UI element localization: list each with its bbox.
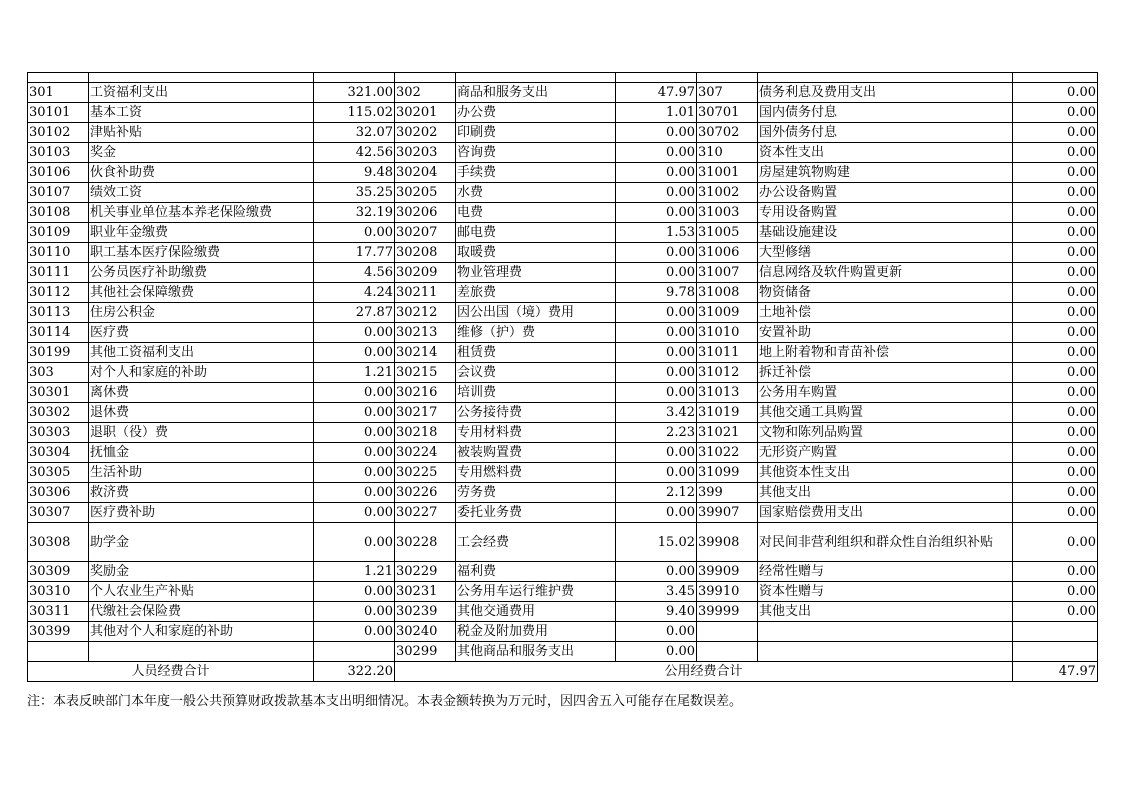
amount-cell: 0.00 xyxy=(314,622,395,642)
item-cell: 退休费 xyxy=(89,403,314,423)
item-cell: 税金及附加费用 xyxy=(456,622,616,642)
amount-cell: 0.00 xyxy=(1013,103,1098,123)
item-cell: 委托业务费 xyxy=(456,503,616,523)
amount-cell: 0.00 xyxy=(314,343,395,363)
amount-cell: 0.00 xyxy=(1013,383,1098,403)
amount-cell: 27.87 xyxy=(314,303,395,323)
amount-cell: 0.00 xyxy=(314,443,395,463)
code-cell: 30103 xyxy=(28,143,89,163)
code-cell: 30110 xyxy=(28,243,89,263)
empty-cell xyxy=(758,642,1013,662)
amount-cell: 0.00 xyxy=(616,503,697,523)
code-cell: 30206 xyxy=(395,203,456,223)
amount-cell: 4.24 xyxy=(314,283,395,303)
amount-cell: 0.00 xyxy=(616,203,697,223)
amount-cell: 3.42 xyxy=(616,403,697,423)
amount-cell: 47.97 xyxy=(616,83,697,103)
item-cell: 地上附着物和青苗补偿 xyxy=(758,343,1013,363)
item-cell: 维修（护）费 xyxy=(456,323,616,343)
amount-cell: 0.00 xyxy=(1013,363,1098,383)
code-cell: 30301 xyxy=(28,383,89,403)
code-cell: 31012 xyxy=(697,363,758,383)
item-cell: 商品和服务支出 xyxy=(456,83,616,103)
amount-cell: 0.00 xyxy=(314,403,395,423)
code-cell: 31003 xyxy=(697,203,758,223)
item-cell: 工资福利支出 xyxy=(89,83,314,103)
amount-cell: 9.48 xyxy=(314,163,395,183)
code-cell: 301 xyxy=(28,83,89,103)
amount-cell: 0.00 xyxy=(616,642,697,662)
amount-cell: 321.00 xyxy=(314,83,395,103)
code-cell: 30199 xyxy=(28,343,89,363)
item-cell: 其他交通工具购置 xyxy=(758,403,1013,423)
item-cell: 个人农业生产补贴 xyxy=(89,582,314,602)
table-row xyxy=(28,143,1098,163)
public-total-label: 公用经费合计 xyxy=(395,662,1013,682)
item-cell: 代缴社会保险费 xyxy=(89,602,314,622)
item-cell: 债务利息及费用支出 xyxy=(758,83,1013,103)
amount-cell: 0.00 xyxy=(314,483,395,503)
item-cell: 无形资产购置 xyxy=(758,443,1013,463)
amount-cell: 0.00 xyxy=(314,223,395,243)
code-cell: 30102 xyxy=(28,123,89,143)
empty-cell xyxy=(697,642,758,662)
item-cell: 物业管理费 xyxy=(456,263,616,283)
item-cell: 劳务费 xyxy=(456,483,616,503)
item-cell: 职工基本医疗保险缴费 xyxy=(89,243,314,263)
code-cell: 30109 xyxy=(28,223,89,243)
amount-cell: 9.40 xyxy=(616,602,697,622)
item-cell: 住房公积金 xyxy=(89,303,314,323)
amount-cell: 115.02 xyxy=(314,103,395,123)
item-cell: 会议费 xyxy=(456,363,616,383)
amount-cell: 32.07 xyxy=(314,123,395,143)
code-cell: 30701 xyxy=(697,103,758,123)
item-cell: 国家赔偿费用支出 xyxy=(758,503,1013,523)
item-cell: 物资储备 xyxy=(758,283,1013,303)
amount-cell: 0.00 xyxy=(1013,283,1098,303)
code-cell: 30309 xyxy=(28,562,89,582)
amount-cell: 0.00 xyxy=(1013,203,1098,223)
item-cell: 基本工资 xyxy=(89,103,314,123)
amount-cell: 32.19 xyxy=(314,203,395,223)
amount-cell: 0.00 xyxy=(616,622,697,642)
item-cell: 专用设备购置 xyxy=(758,203,1013,223)
code-cell: 30226 xyxy=(395,483,456,503)
item-cell: 手续费 xyxy=(456,163,616,183)
item-cell: 奖励金 xyxy=(89,562,314,582)
amount-cell: 0.00 xyxy=(1013,483,1098,503)
item-cell: 安置补助 xyxy=(758,323,1013,343)
code-cell: 30114 xyxy=(28,323,89,343)
amount-cell: 0.00 xyxy=(1013,303,1098,323)
code-cell: 30310 xyxy=(28,582,89,602)
code-cell: 31099 xyxy=(697,463,758,483)
table-row xyxy=(28,622,1098,642)
item-cell: 国内债务付息 xyxy=(758,103,1013,123)
amount-cell: 35.25 xyxy=(314,183,395,203)
item-cell: 奖金 xyxy=(89,143,314,163)
code-cell: 30212 xyxy=(395,303,456,323)
code-cell: 39910 xyxy=(697,582,758,602)
amount-cell: 0.00 xyxy=(314,523,395,562)
code-cell: 31010 xyxy=(697,323,758,343)
item-cell: 公务员医疗补助缴费 xyxy=(89,263,314,283)
item-cell: 取暖费 xyxy=(456,243,616,263)
item-cell: 其他支出 xyxy=(758,602,1013,622)
table-row xyxy=(28,203,1098,223)
item-cell: 其他商品和服务支出 xyxy=(456,642,616,662)
table-row xyxy=(28,343,1098,363)
code-cell: 31005 xyxy=(697,223,758,243)
amount-cell: 0.00 xyxy=(1013,562,1098,582)
code-cell: 30107 xyxy=(28,183,89,203)
empty-cell xyxy=(314,642,395,662)
amount-cell: 0.00 xyxy=(1013,582,1098,602)
item-cell: 其他支出 xyxy=(758,483,1013,503)
item-cell: 工会经费 xyxy=(456,523,616,562)
item-cell: 其他社会保障缴费 xyxy=(89,283,314,303)
item-cell: 培训费 xyxy=(456,383,616,403)
table-row xyxy=(28,163,1098,183)
item-cell: 生活补助 xyxy=(89,463,314,483)
code-cell: 31022 xyxy=(697,443,758,463)
code-cell: 31002 xyxy=(697,183,758,203)
code-cell: 31011 xyxy=(697,343,758,363)
item-cell: 邮电费 xyxy=(456,223,616,243)
code-cell: 30113 xyxy=(28,303,89,323)
table-row xyxy=(28,303,1098,323)
item-cell: 印刷费 xyxy=(456,123,616,143)
code-cell: 31013 xyxy=(697,383,758,403)
item-cell: 其他交通费用 xyxy=(456,602,616,622)
table-row xyxy=(28,423,1098,443)
code-cell: 30225 xyxy=(395,463,456,483)
amount-cell: 15.02 xyxy=(616,523,697,562)
code-cell: 30101 xyxy=(28,103,89,123)
table-row xyxy=(28,83,1098,103)
code-cell: 39908 xyxy=(697,523,758,562)
item-cell: 文物和陈列品购置 xyxy=(758,423,1013,443)
table-row xyxy=(28,443,1098,463)
code-cell: 30207 xyxy=(395,223,456,243)
code-cell: 302 xyxy=(395,83,456,103)
code-cell: 30213 xyxy=(395,323,456,343)
table-row xyxy=(28,523,1098,562)
amount-cell: 0.00 xyxy=(1013,463,1098,483)
code-cell: 30228 xyxy=(395,523,456,562)
code-cell: 30218 xyxy=(395,423,456,443)
item-cell: 土地补偿 xyxy=(758,303,1013,323)
item-cell: 大型修缮 xyxy=(758,243,1013,263)
table-row xyxy=(28,263,1098,283)
code-cell: 307 xyxy=(697,83,758,103)
code-cell: 39909 xyxy=(697,562,758,582)
code-cell: 39907 xyxy=(697,503,758,523)
header-spacer-row xyxy=(28,73,1098,83)
item-cell: 其他对个人和家庭的补助 xyxy=(89,622,314,642)
table-row xyxy=(28,183,1098,203)
amount-cell: 0.00 xyxy=(314,323,395,343)
code-cell: 31006 xyxy=(697,243,758,263)
code-cell: 30399 xyxy=(28,622,89,642)
amount-cell: 0.00 xyxy=(1013,243,1098,263)
item-cell: 公务接待费 xyxy=(456,403,616,423)
table-row xyxy=(28,103,1098,123)
table-row xyxy=(28,503,1098,523)
code-cell: 30306 xyxy=(28,483,89,503)
expenditure-detail-table xyxy=(27,72,1098,682)
item-cell: 差旅费 xyxy=(456,283,616,303)
amount-cell: 0.00 xyxy=(1013,83,1098,103)
item-cell: 基础设施建设 xyxy=(758,223,1013,243)
code-cell: 31001 xyxy=(697,163,758,183)
amount-cell: 0.00 xyxy=(616,263,697,283)
amount-cell: 1.01 xyxy=(616,103,697,123)
code-cell: 30112 xyxy=(28,283,89,303)
code-cell: 31008 xyxy=(697,283,758,303)
amount-cell: 0.00 xyxy=(1013,403,1098,423)
code-cell: 39999 xyxy=(697,602,758,622)
table-row xyxy=(28,363,1098,383)
table-row xyxy=(28,642,1098,662)
code-cell: 30108 xyxy=(28,203,89,223)
empty-cell xyxy=(89,642,314,662)
amount-cell: 0.00 xyxy=(1013,223,1098,243)
item-cell: 公务用车运行维护费 xyxy=(456,582,616,602)
code-cell: 30204 xyxy=(395,163,456,183)
code-cell: 31021 xyxy=(697,423,758,443)
item-cell: 专用燃料费 xyxy=(456,463,616,483)
code-cell: 30240 xyxy=(395,622,456,642)
amount-cell: 0.00 xyxy=(616,343,697,363)
code-cell: 30205 xyxy=(395,183,456,203)
item-cell: 专用材料费 xyxy=(456,423,616,443)
amount-cell: 42.56 xyxy=(314,143,395,163)
item-cell: 其他工资福利支出 xyxy=(89,343,314,363)
table-row xyxy=(28,562,1098,582)
code-cell: 30311 xyxy=(28,602,89,622)
amount-cell: 0.00 xyxy=(1013,323,1098,343)
amount-cell: 0.00 xyxy=(314,582,395,602)
table-body xyxy=(28,73,1098,662)
amount-cell: 0.00 xyxy=(1013,423,1098,443)
item-cell: 水费 xyxy=(456,183,616,203)
amount-cell: 0.00 xyxy=(616,243,697,263)
code-cell: 303 xyxy=(28,363,89,383)
amount-cell: 0.00 xyxy=(616,363,697,383)
table-row xyxy=(28,123,1098,143)
code-cell: 399 xyxy=(697,483,758,503)
item-cell: 电费 xyxy=(456,203,616,223)
code-cell: 30209 xyxy=(395,263,456,283)
amount-cell: 0.00 xyxy=(314,383,395,403)
code-cell: 30202 xyxy=(395,123,456,143)
amount-cell: 0.00 xyxy=(1013,183,1098,203)
amount-cell: 0.00 xyxy=(616,383,697,403)
code-cell: 30229 xyxy=(395,562,456,582)
code-cell: 30299 xyxy=(395,642,456,662)
amount-cell: 0.00 xyxy=(314,463,395,483)
item-cell: 职业年金缴费 xyxy=(89,223,314,243)
code-cell: 30208 xyxy=(395,243,456,263)
amount-cell: 0.00 xyxy=(1013,602,1098,622)
amount-cell: 0.00 xyxy=(616,303,697,323)
item-cell: 福利费 xyxy=(456,562,616,582)
code-cell: 30304 xyxy=(28,443,89,463)
amount-cell: 2.23 xyxy=(616,423,697,443)
code-cell: 30308 xyxy=(28,523,89,562)
empty-cell xyxy=(1013,642,1098,662)
item-cell: 办公设备购置 xyxy=(758,183,1013,203)
empty-cell xyxy=(697,622,758,642)
table-row xyxy=(28,283,1098,303)
amount-cell: 0.00 xyxy=(1013,503,1098,523)
code-cell: 30227 xyxy=(395,503,456,523)
item-cell: 因公出国（境）费用 xyxy=(456,303,616,323)
amount-cell: 1.21 xyxy=(314,562,395,582)
personnel-total-label: 人员经费合计 xyxy=(28,662,314,682)
amount-cell: 17.77 xyxy=(314,243,395,263)
table-row xyxy=(28,223,1098,243)
public-total-value: 47.97 xyxy=(1013,662,1098,682)
table-row xyxy=(28,383,1098,403)
code-cell: 31019 xyxy=(697,403,758,423)
item-cell: 救济费 xyxy=(89,483,314,503)
item-cell: 资本性支出 xyxy=(758,143,1013,163)
amount-cell: 0.00 xyxy=(616,183,697,203)
item-cell: 退职（役）费 xyxy=(89,423,314,443)
amount-cell: 0.00 xyxy=(1013,163,1098,183)
empty-cell xyxy=(758,622,1013,642)
code-cell: 30217 xyxy=(395,403,456,423)
amount-cell: 0.00 xyxy=(1013,123,1098,143)
item-cell: 信息网络及软件购置更新 xyxy=(758,263,1013,283)
item-cell: 对个人和家庭的补助 xyxy=(89,363,314,383)
amount-cell: 2.12 xyxy=(616,483,697,503)
code-cell: 30303 xyxy=(28,423,89,443)
table-row xyxy=(28,463,1098,483)
code-cell: 30106 xyxy=(28,163,89,183)
table-row xyxy=(28,602,1098,622)
amount-cell: 3.45 xyxy=(616,582,697,602)
item-cell: 其他资本性支出 xyxy=(758,463,1013,483)
code-cell: 30216 xyxy=(395,383,456,403)
item-cell: 办公费 xyxy=(456,103,616,123)
amount-cell: 0.00 xyxy=(616,143,697,163)
code-cell: 30305 xyxy=(28,463,89,483)
amount-cell: 1.53 xyxy=(616,223,697,243)
code-cell: 310 xyxy=(697,143,758,163)
code-cell: 30214 xyxy=(395,343,456,363)
table-note: 注：本表反映部门本年度一般公共预算财政拨款基本支出明细情况。本表金额转换为万元时，因四舍五入可能存在尾数误差。 xyxy=(27,694,743,709)
amount-cell: 0.00 xyxy=(616,463,697,483)
amount-cell: 0.00 xyxy=(616,562,697,582)
empty-cell xyxy=(1013,622,1098,642)
item-cell: 机关事业单位基本养老保险缴费 xyxy=(89,203,314,223)
amount-cell: 0.00 xyxy=(616,123,697,143)
code-cell: 30302 xyxy=(28,403,89,423)
amount-cell: 0.00 xyxy=(1013,343,1098,363)
amount-cell: 0.00 xyxy=(1013,263,1098,283)
amount-cell: 0.00 xyxy=(616,163,697,183)
amount-cell: 0.00 xyxy=(1013,443,1098,463)
code-cell: 30224 xyxy=(395,443,456,463)
code-cell: 30111 xyxy=(28,263,89,283)
item-cell: 津贴补贴 xyxy=(89,123,314,143)
code-cell: 30203 xyxy=(395,143,456,163)
item-cell: 拆迁补偿 xyxy=(758,363,1013,383)
code-cell: 30239 xyxy=(395,602,456,622)
amount-cell: 0.00 xyxy=(314,423,395,443)
amount-cell: 1.21 xyxy=(314,363,395,383)
code-cell: 30231 xyxy=(395,582,456,602)
item-cell: 对民间非营利组织和群众性自治组织补贴 xyxy=(758,523,1013,562)
table-row xyxy=(28,323,1098,343)
item-cell: 公务用车购置 xyxy=(758,383,1013,403)
item-cell: 房屋建筑物购建 xyxy=(758,163,1013,183)
item-cell: 绩效工资 xyxy=(89,183,314,203)
table-row xyxy=(28,403,1098,423)
totals-row xyxy=(28,662,1098,682)
table-row xyxy=(28,243,1098,263)
amount-cell: 4.56 xyxy=(314,263,395,283)
item-cell: 助学金 xyxy=(89,523,314,562)
item-cell: 国外债务付息 xyxy=(758,123,1013,143)
amount-cell: 9.78 xyxy=(616,283,697,303)
code-cell: 30201 xyxy=(395,103,456,123)
table-row xyxy=(28,582,1098,602)
item-cell: 咨询费 xyxy=(456,143,616,163)
code-cell: 30702 xyxy=(697,123,758,143)
code-cell: 31007 xyxy=(697,263,758,283)
amount-cell: 0.00 xyxy=(314,602,395,622)
amount-cell: 0.00 xyxy=(616,323,697,343)
item-cell: 经常性赠与 xyxy=(758,562,1013,582)
item-cell: 医疗费补助 xyxy=(89,503,314,523)
item-cell: 离休费 xyxy=(89,383,314,403)
amount-cell: 0.00 xyxy=(1013,523,1098,562)
item-cell: 被装购置费 xyxy=(456,443,616,463)
amount-cell: 0.00 xyxy=(314,503,395,523)
empty-cell xyxy=(28,642,89,662)
item-cell: 资本性赠与 xyxy=(758,582,1013,602)
item-cell: 租赁费 xyxy=(456,343,616,363)
item-cell: 伙食补助费 xyxy=(89,163,314,183)
item-cell: 医疗费 xyxy=(89,323,314,343)
code-cell: 31009 xyxy=(697,303,758,323)
amount-cell: 0.00 xyxy=(616,443,697,463)
code-cell: 30307 xyxy=(28,503,89,523)
item-cell: 抚恤金 xyxy=(89,443,314,463)
amount-cell: 0.00 xyxy=(1013,143,1098,163)
code-cell: 30211 xyxy=(395,283,456,303)
personnel-total-value: 322.20 xyxy=(314,662,395,682)
table-row xyxy=(28,483,1098,503)
code-cell: 30215 xyxy=(395,363,456,383)
